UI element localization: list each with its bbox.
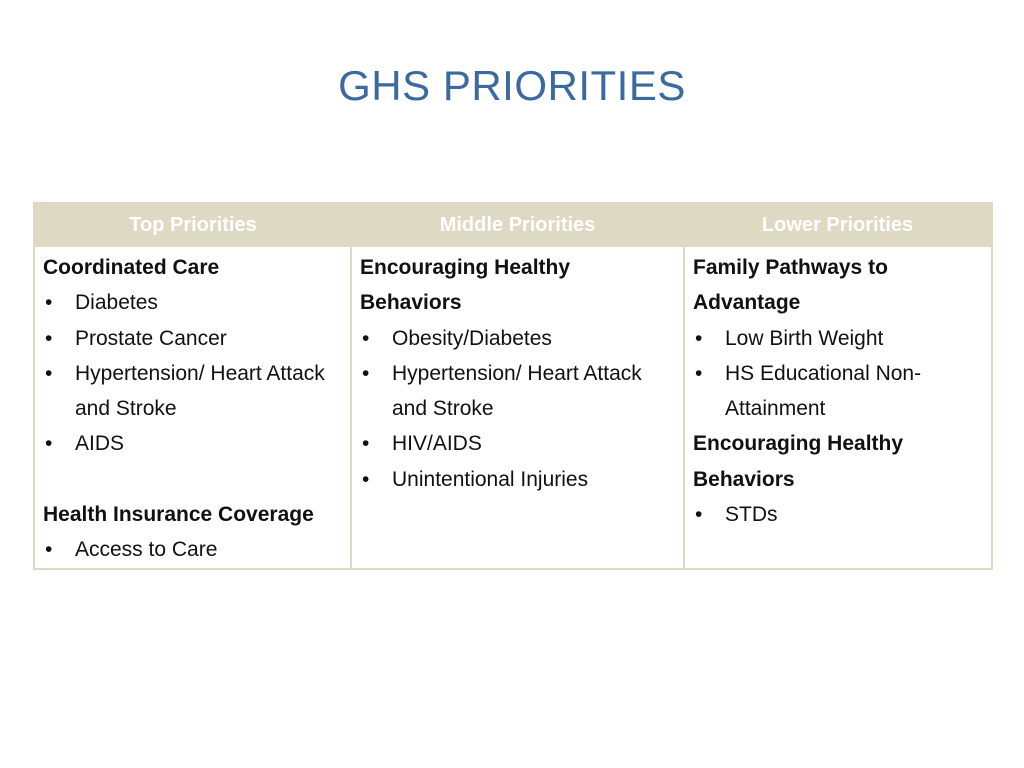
table-row <box>34 247 992 569</box>
group-heading: Coordinated Care <box>43 256 220 279</box>
item-list <box>693 321 983 427</box>
list-item <box>360 356 675 427</box>
list-item <box>360 462 675 497</box>
bullet-icon: • <box>45 291 53 315</box>
bullet-icon: • <box>362 432 370 456</box>
group-heading: Health Insurance Coverage <box>43 503 314 527</box>
item-label: HS Educational Non-Attainment <box>725 361 922 421</box>
list-item <box>360 321 675 356</box>
item-list <box>43 532 342 567</box>
list-item <box>693 321 983 356</box>
column-header-lower-priorities: Lower Priorities <box>684 203 992 247</box>
bullet-icon: • <box>695 503 703 527</box>
list-item <box>693 356 983 427</box>
item-list <box>693 497 983 532</box>
item-label: STDs <box>725 503 778 527</box>
group-heading: Family Pathways to Advantage <box>693 256 888 315</box>
bullet-icon: • <box>45 361 53 385</box>
list-item <box>693 497 983 532</box>
item-label: AIDS <box>75 432 125 456</box>
group-heading: Encouraging Healthy Behaviors <box>693 432 904 491</box>
bullet-icon: • <box>45 432 53 456</box>
lower-priorities-cell <box>684 247 992 569</box>
item-label: HIV/AIDS <box>392 432 482 456</box>
middle-priorities-cell <box>351 247 684 569</box>
priorities-table <box>33 202 993 570</box>
spacer <box>43 462 342 497</box>
top-priorities-cell <box>34 247 351 569</box>
item-label: Hypertension/ Heart Attack and Stroke <box>75 361 325 421</box>
bullet-icon: • <box>695 326 703 350</box>
list-item <box>43 356 342 427</box>
page-title: GHS PRIORITIES <box>338 62 686 109</box>
item-label: Obesity/Diabetes <box>392 326 552 350</box>
bullet-icon: • <box>45 326 53 350</box>
list-item <box>360 426 675 461</box>
item-label: Prostate Cancer <box>75 326 227 350</box>
item-list <box>360 321 675 497</box>
bullet-icon: • <box>362 361 370 385</box>
column-header-middle-priorities: Middle Priorities <box>351 203 684 247</box>
group-heading: Encouraging Healthy Behaviors <box>360 256 571 315</box>
item-label: Unintentional Injuries <box>392 467 589 491</box>
table-header-row <box>34 203 992 247</box>
item-label: Diabetes <box>75 291 158 315</box>
bullet-icon: • <box>695 361 703 385</box>
column-header-top-priorities: Top Priorities <box>34 203 351 247</box>
item-list <box>43 285 342 461</box>
bullet-icon: • <box>362 326 370 350</box>
list-item <box>43 532 342 567</box>
bullet-icon: • <box>45 538 53 562</box>
item-label: Hypertension/ Heart Attack and Stroke <box>392 361 642 421</box>
item-label: Access to Care <box>75 538 218 562</box>
list-item <box>43 426 342 461</box>
list-item <box>43 321 342 356</box>
bullet-icon: • <box>362 467 370 491</box>
list-item <box>43 285 342 320</box>
item-label: Low Birth Weight <box>725 326 884 350</box>
